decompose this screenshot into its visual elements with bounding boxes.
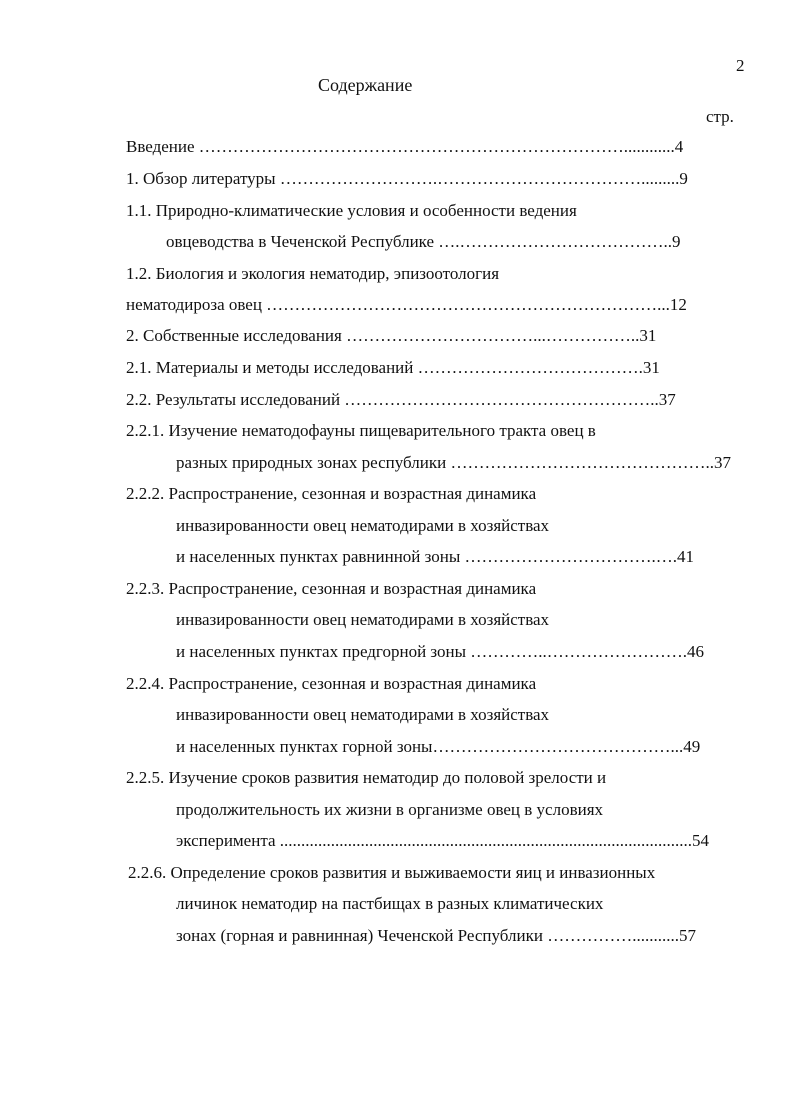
toc-line: инвазированности овец нематодирами в хозяйствах [176, 705, 550, 724]
toc-line: и населенных пунктах предгорной зоны …………..…………………….46 [176, 642, 705, 661]
page-title: Содержание [318, 75, 413, 95]
toc-line: овцеводства в Чеченской Республике ….………………………………..9 [166, 232, 681, 251]
toc-line: 2.2.2. Распространение, сезонная и возрастная динамика [126, 484, 537, 503]
toc-line: личинок нематодир на пастбищах в разных климатических [176, 894, 604, 913]
toc-line: 2.2.4. Распространение, сезонная и возрастная динамика [126, 674, 537, 693]
toc-line-literature-review: 1. Обзор литературы ……………………….……………………………….........9 [126, 169, 688, 188]
toc-line: 2.2.6. Определение сроков развития и выживаемости яиц и инвазионных [128, 863, 656, 882]
toc-line: нематодироза овец ……………………………………………………………...12 [126, 295, 687, 314]
toc-line: 1.2. Биология и экология нематодир, эпизоотология [126, 264, 500, 283]
toc-line: зонах (горная и равнинная) Чеченской Республики ……………...........57 [176, 926, 696, 945]
toc-line: 2.2.5. Изучение сроков развития нематодир до половой зрелости и [126, 768, 607, 787]
toc-line: и населенных пунктах горной зоны……………………………………...49 [176, 737, 701, 756]
toc-line: и населенных пунктах равнинной зоны …………………………….….41 [176, 547, 695, 566]
toc-line: 2.2.1. Изучение нематодофауны пищеварительного тракта овец в [126, 421, 596, 440]
toc-line-introduction: Введение …………………………………………………………………............4 [126, 137, 684, 156]
page-column-label: стр. [706, 107, 734, 126]
toc-line: 2.2.3. Распространение, сезонная и возрастная динамика [126, 579, 537, 598]
toc-line: инвазированности овец нематодирами в хозяйствах [176, 610, 550, 629]
toc-line: 2.2. Результаты исследований ………………………………………………..37 [126, 390, 676, 409]
toc-line: продолжительность их жизни в организме овец в условиях [176, 800, 604, 819]
toc-line: разных природных зонах республики ………………………………………..37 [176, 453, 731, 472]
toc-line: инвазированности овец нематодирами в хозяйствах [176, 516, 550, 535]
toc-line: 1.1. Природно-климатические условия и особенности ведения [126, 201, 577, 220]
page-number: 2 [736, 56, 745, 75]
toc-line: 2.1. Материалы и методы исследований ………………………………….31 [126, 358, 660, 377]
toc-line: эксперимента .................................................................................................54 [176, 831, 710, 850]
toc-line-own-research: 2. Собственные исследования ……………………………...……………..31 [126, 326, 657, 345]
